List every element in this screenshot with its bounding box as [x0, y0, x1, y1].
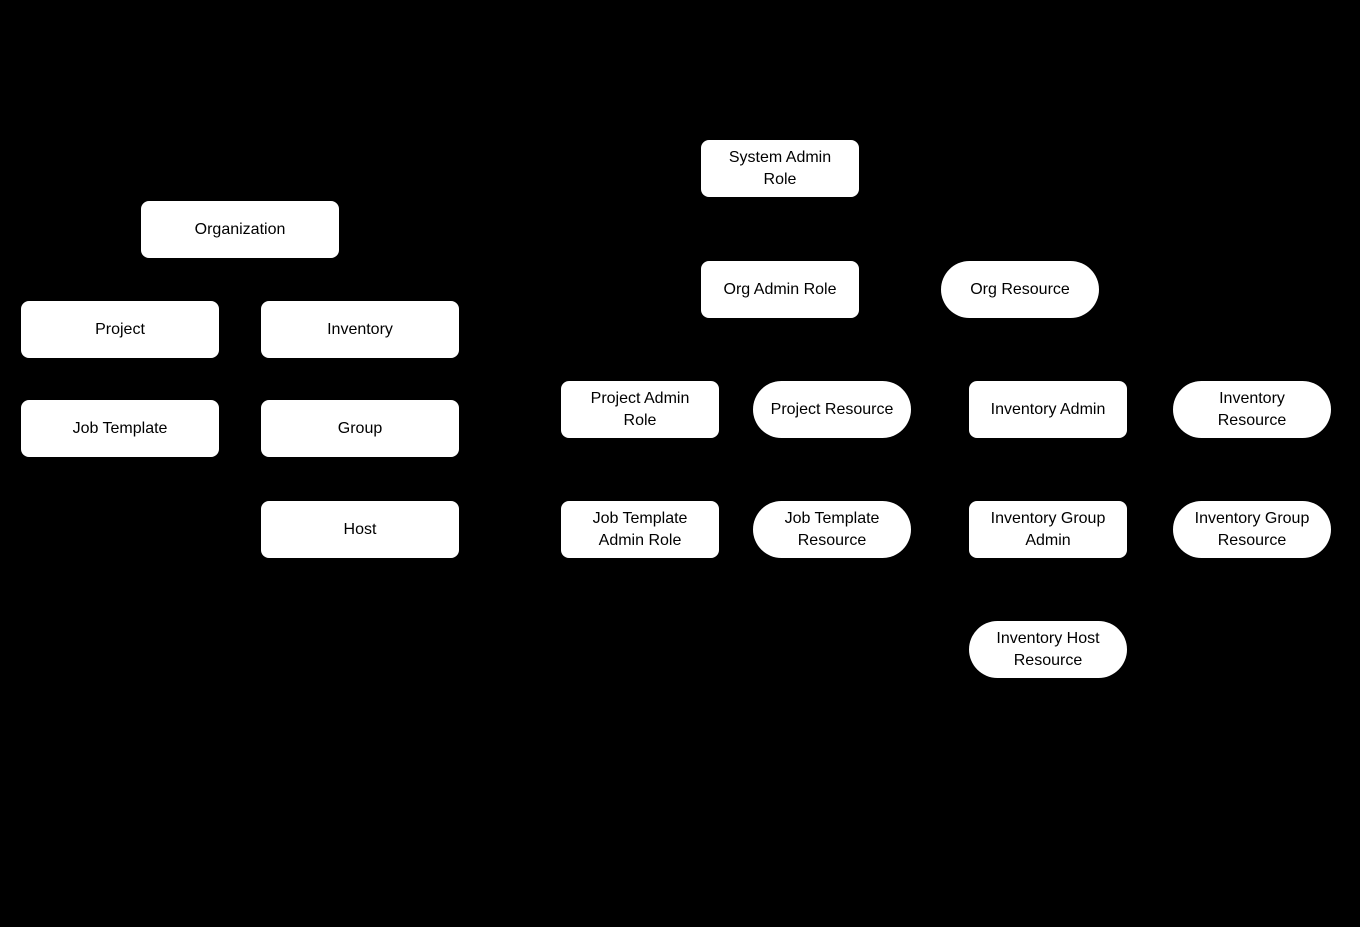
inventory-admin-node: Inventory Admin: [969, 381, 1127, 438]
project-resource-node: Project Resource: [753, 381, 911, 438]
job-template-resource-node: Job Template Resource: [753, 501, 911, 558]
org-admin-role-node: Org Admin Role: [701, 261, 859, 318]
inventory-resource-node: Inventory Resource: [1173, 381, 1331, 438]
inventory-group-resource-node: Inventory Group Resource: [1173, 501, 1331, 558]
job-template-admin-role-node: Job Template Admin Role: [561, 501, 719, 558]
group-node: Group: [261, 400, 459, 457]
project-node: Project: [21, 301, 219, 358]
inventory-group-admin-node: Inventory Group Admin: [969, 501, 1127, 558]
organization-node: Organization: [141, 201, 339, 258]
job-template-node: Job Template: [21, 400, 219, 457]
inventory-node: Inventory: [261, 301, 459, 358]
host-node: Host: [261, 501, 459, 558]
org-resource-node: Org Resource: [941, 261, 1099, 318]
inventory-host-resource-node: Inventory Host Resource: [969, 621, 1127, 678]
system-admin-role-node: System Admin Role: [701, 140, 859, 197]
project-admin-role-node: Project Admin Role: [561, 381, 719, 438]
